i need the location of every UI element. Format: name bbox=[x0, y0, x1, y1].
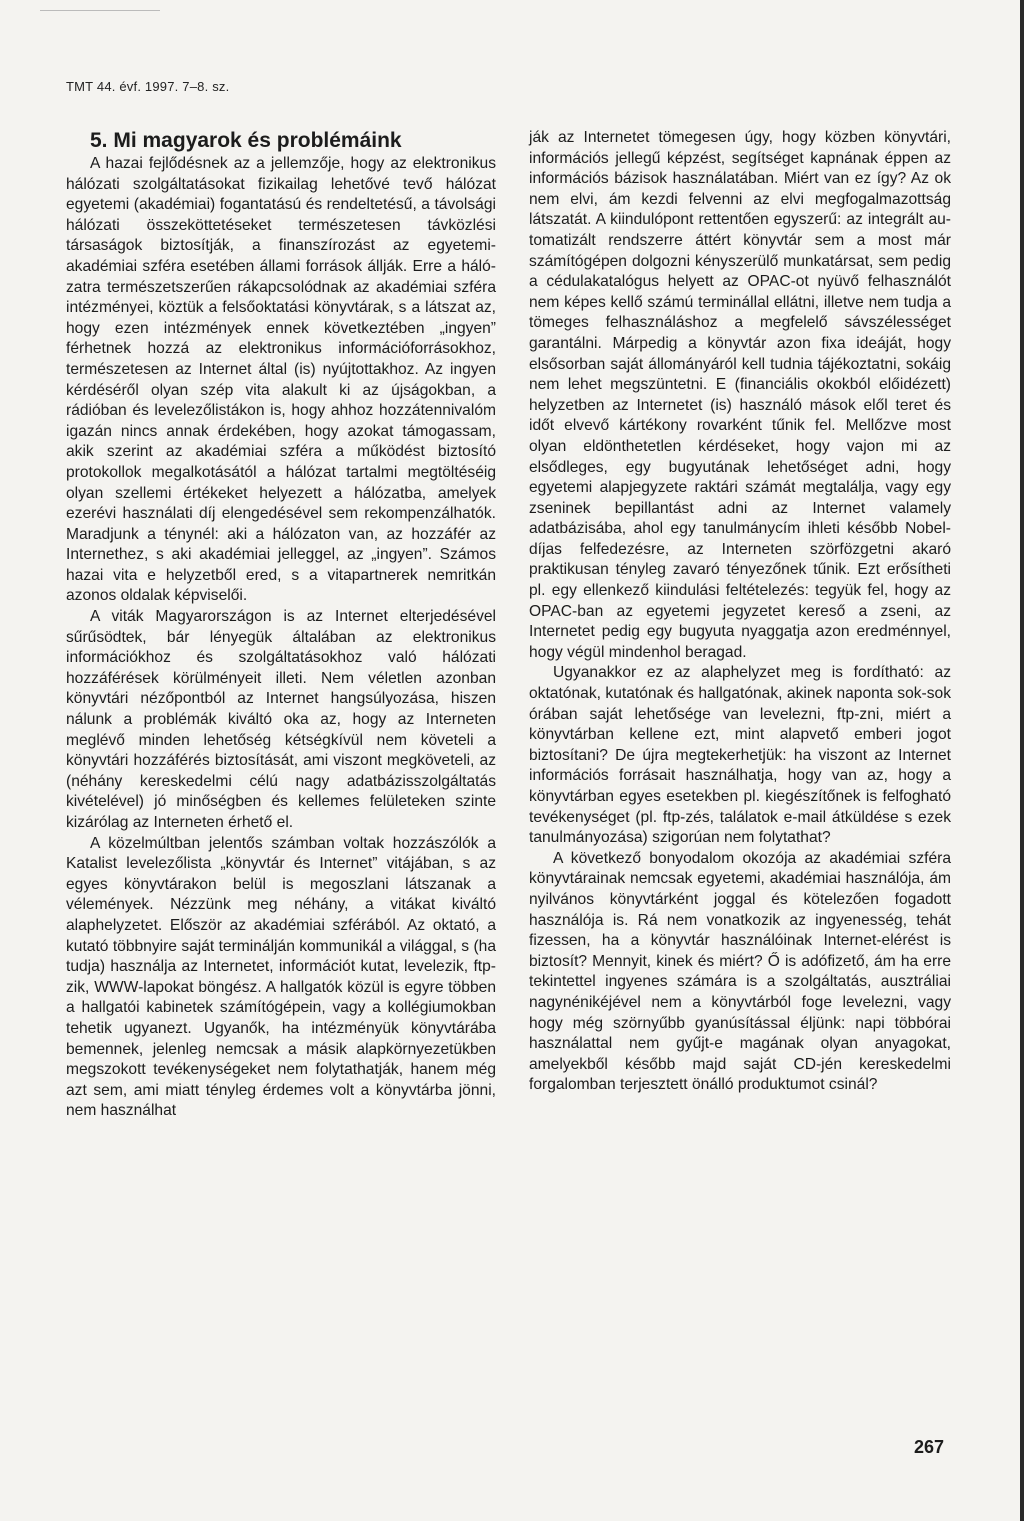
page-edge bbox=[1020, 0, 1024, 1521]
left-column bbox=[66, 128, 496, 1122]
paragraph: A viták Magyarországon is az Internet elterjedésével sűrűsödtek, bár lényegük általában az elektronikus információkhoz és szolgáltatásokhoz való hálózati hozzáférések körülményeit illeti. Nem véletlen azonban könyvtári nézőpontból az Internet hangsúlyozása, hiszen nálunk a problémák kiváltó oka az, hogy az Interneten meglévő minden lehetőség kétségkívül nem követeli a könyvtári hozzáférés biztosítását, ami viszont megköveteli, az (néhány kereskedelmi célú nagy adatbázisszolgáltatás kivételével) jó minőségben és kellemes felületeken szinte kizárólag az Interneten érhető el. bbox=[66, 608, 496, 831]
scan-artifact-line bbox=[40, 10, 160, 11]
paragraph: ják az Internetet tömegesen úgy, hogy közben könyvtári, információs jellegű képzést, segítséget kapnának éppen az információs bázisok használatában. Miért van ez így? Az ok nem elvi, ám kezdi felvenni az elvi megfogalmazottság látszatát. A kiindulópont rettentően egyszerű: az integrált automatizált rendszerre áttért könyvtár sem a most már számítógépen dolgozni kényszerülő munkatársat, sem pedig a cédulakatalógus helyett az OPAC-ot nyüvő felhasználót nem képes kellő számú terminállal ellátni, illetve nem tudja a tömeges felhasználáshoz a megfelelő sávszélességet garantálni. Márpedig a könyvtár azon fixa ideáját, hogy elsősorban saját állományáról kell tudnia tájékoztatni, sokáig nem lehet megszüntetni. E (financiális okokból előidézett) helyzetben az Internetet (is) használó mások elől teret és időt elvevő kártékony rovarként tűnik fel. Mellőzve most olyan eldönthetetlen kérdéseket, hogy vajon mi az elsődleges, egy bugyutának lehetőséget adni, hogy egyetemi alapjegyzete raktári számát megtalálja, vagy egy zseninek bepillantást adni az Internet valamely adatbázisába, ahol egy tanulmánycím ihleti később Nobel-díjas felfedezésre, az Interneten szörfözgetni akaró praktikusan tényleg zavaró tényezőnek tűnik. Ezt erősítheti pl. egy ellenkező kiindulási feltételezés: tegyük fel, hogy az OPAC-ban az egyetemi jegyzetet kereső a zseni, az Internetet pedig egy bugyuta nyaggatja azon eredménnyel, hogy végül mindenhol beragad. bbox=[529, 129, 951, 661]
paragraph: A következő bonyodalom okozója az akadémiai szféra könyvtárainak nemcsak egyetemi, akadémiai használója, ám nyilvános könyvtárként joggal és kötelezően fogadott használója is. Rá nem vonatkozik az ingyenesség, tehát fizessen, ha a könyvtár használóinak Internet-elérést is biztosít? Mennyit, kinek és miért? Ő is adófizető, ám ha erre tekintettel ingyenes számára is a szolgáltatás, ausztráliai nagynénikéjével nem a könyvtárból foge levelezni, vagy hogy még szörnyűbb gyanúsítással éljünk: napi többórai használattal nem gyűjt-e magának olyan anyagokat, amelyekből később majd saját CD-jén kereskedelmi forgalomban terjesztett önálló produktumot csinál? bbox=[529, 849, 951, 1094]
paragraph: A közelmúltban jelentős számban voltak hozzászólók a Katalist levelezőlista „könyvtár és Internet” vitájában, s az egyes könyvtárakon belül is megoszlani látszanak a vélemények. Nézzünk meg néhány, a vitákat kiváltó alaphelyzetet. Először az akadémiai szférából. Az oktató, a kutató többnyire saját terminálján kommunikál a világgal, s (ha tudja) használja az Internetet, információt kutat, levelezik, ftp-zik, WWW-lapokat böngész. A hallgatók közül is egyre többen a hallgatói kabinetek számítógépein, vagy a kollégiumokban tehetik ugyanezt. Ugyanők, ha intézményük könyvtárába bemennek, jelenleg nemcsak a másik alapkörnyezetükben megszokott tevékenységeket nem folytathatják, hanem még azt sem, ami miatt tényleg érdemes volt a könyvtárba jönni, nem használhat bbox=[66, 834, 496, 1120]
paragraph: A hazai fejlődésnek az a jellemzője, hogy az elektronikus hálózati szolgáltatásokat fizikailag lehetővé tevő hálózat egyetemi (akadémiai) fogantatású és rendeltetésű, a távolsági hálózati összeköttetéseket természetesen távközlési társaságok biztosítják, a finanszírozást az egyetemi-akadémiai szféra esetében állami források állják. Erre a hálózatra természetszerűen rákapcsolódnak az akadémiai szféra intézményei, köztük a felsőoktatási könyvtárak, s a látszat az, hogy ezen intézmények ennek következtében „ingyen” férhetnek hozzá az elektronikus információforrásokhoz, természetesen az Internet által (is) nyújtottakhoz. Az ingyen kérdéséről olyan szép vita alakult ki az újságokban, a rádióban és levelezőlistákon is, hogy ahhoz hozzátennivalóm igazán nincs annak érdekében, hogy azokat támogassam, akik szerint az akadémiai szféra a működést biztosító protokollok megalkotásától a hálózat tartalmi megtöltéséig olyan szellemi értékeket helyezett a hálózatba, amelyek ezerévi használati díj elengedésével sem rekompenzálhatók. Maradjunk a ténynél: aki a hálózaton van, az hozzáfér az Internethez, s aki akadémiai jelleggel, az „ingyen”. Számos hazai vita e helyzetből ered, s a vitapartnerek nemritkán azonos oldalak képviselői. bbox=[66, 155, 496, 605]
paragraph: Ugyanakkor ez az alaphelyzet meg is fordítható: az oktatónak, kutatónak és hallgatónak, akinek naponta sok-sok órában saját lehetősége van levelezni, ftp-zni, miért a könyvtárban kellene ezt, mint alapvető emberi jogot biztosítani? De újra megtekerhetjük: ha viszont az Internet információs forrásait használhatja, hogy van az, hogy a könyvtárban egyes esetekben pl. kiegészítőnek is felfogható tevékenységet (pl. ftp-zés, találatok e-mail átküldése s ezek tanulmányozása) szigorúan nem folytathat? bbox=[529, 664, 951, 847]
page-number: 267 bbox=[914, 1437, 945, 1457]
running-header: TMT 44. évf. 1997. 7–8. sz. bbox=[66, 79, 230, 94]
section-title: 5. Mi magyarok és problémáink bbox=[90, 129, 402, 152]
right-column bbox=[529, 128, 951, 1096]
